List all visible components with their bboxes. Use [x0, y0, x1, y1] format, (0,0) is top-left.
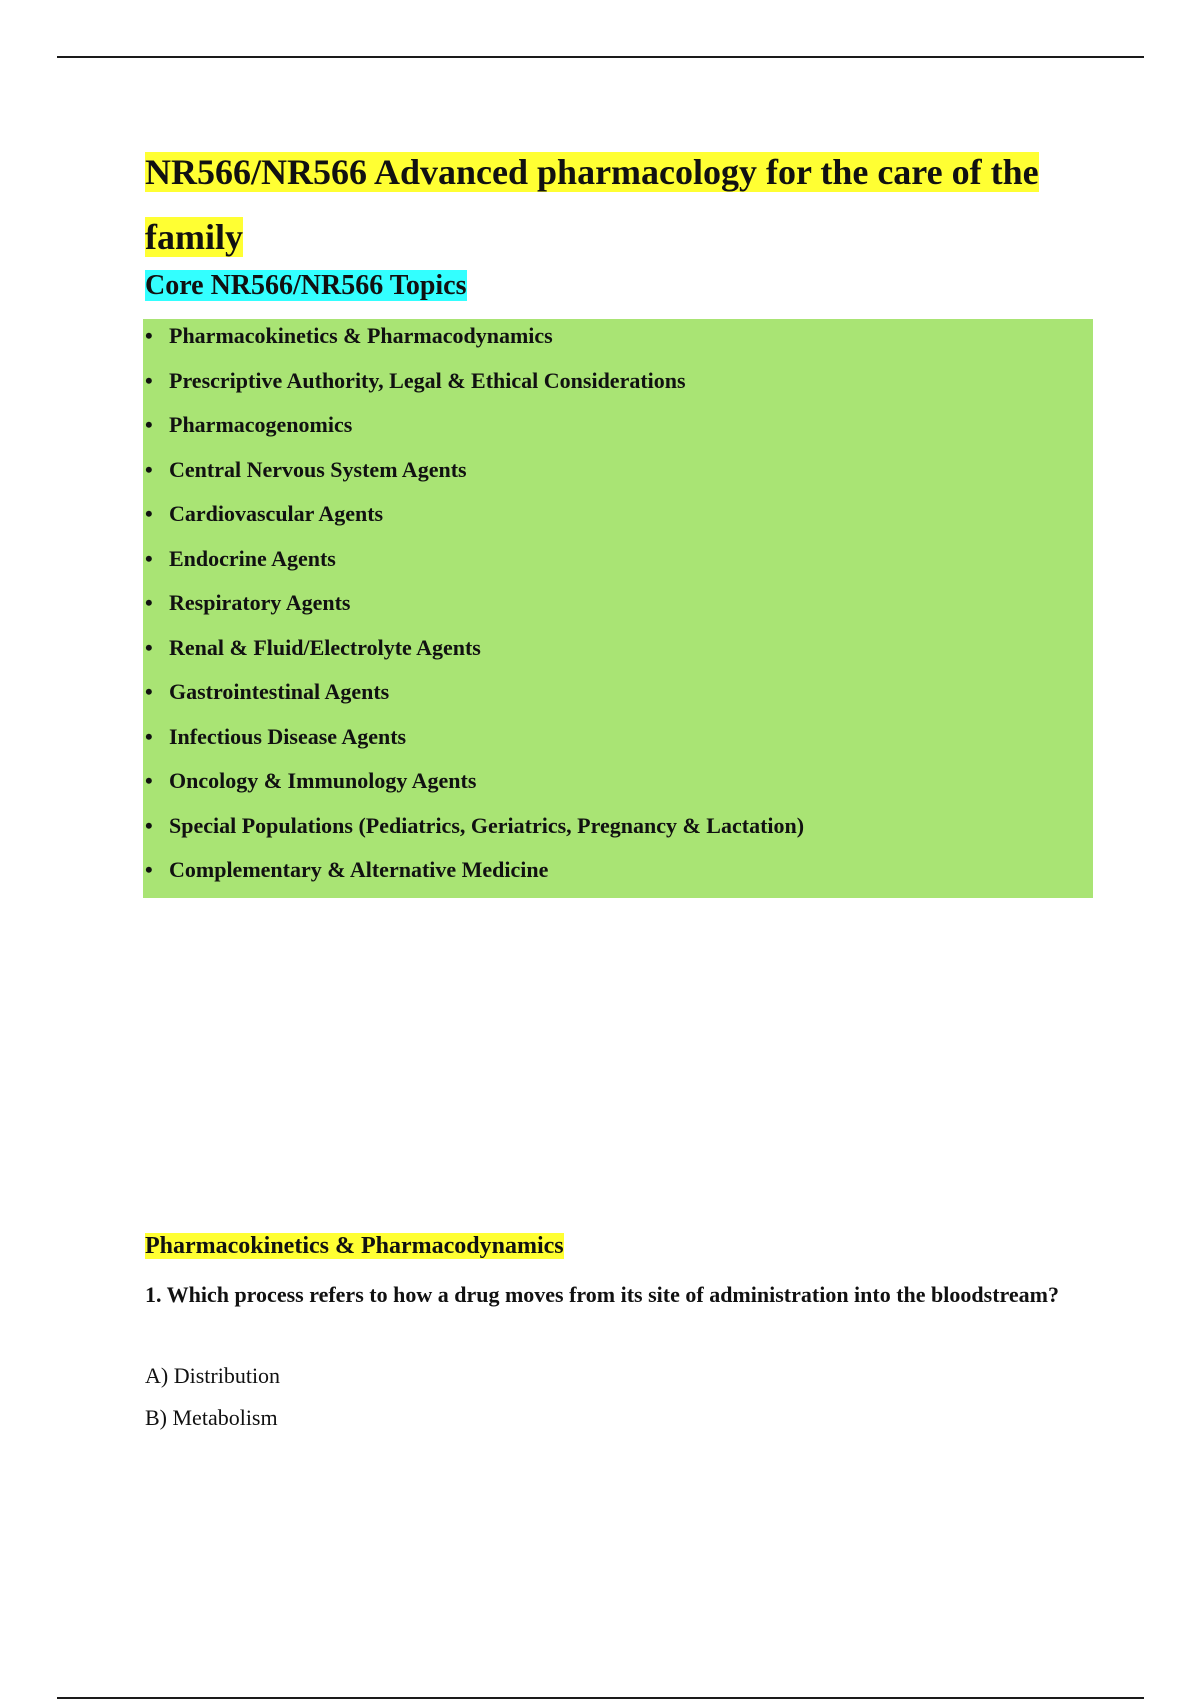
topics-list: [143, 319, 1093, 898]
topics-subheading: [145, 268, 467, 304]
topic-item: • Central Nervous System Agents: [143, 453, 1093, 498]
topics-subheading-text: Core NR566/NR566 Topics: [145, 270, 467, 301]
question-1: 1. Which process refers to how a drug moves from its site of administration into the bloodstream?: [145, 1282, 1059, 1307]
top-rule: [57, 56, 1144, 58]
topic-item: • Renal & Fluid/Electrolyte Agents: [143, 631, 1093, 676]
bottom-rule: [57, 1697, 1144, 1699]
document-title: [145, 140, 1105, 270]
topic-item: • Cardiovascular Agents: [143, 497, 1093, 542]
topic-item: • Endocrine Agents: [143, 542, 1093, 587]
section-heading-text: Pharmacokinetics & Pharmacodynamics: [145, 1233, 564, 1259]
topic-item: • Respiratory Agents: [143, 586, 1093, 631]
answer-option-b: B) Metabolism: [145, 1405, 278, 1430]
topic-item: • Prescriptive Authority, Legal & Ethical Considerations: [143, 364, 1093, 409]
topic-item: • Oncology & Immunology Agents: [143, 764, 1093, 809]
topic-item: • Pharmacogenomics: [143, 408, 1093, 453]
topic-item: • Special Populations (Pediatrics, Geriatrics, Pregnancy & Lactation): [143, 809, 1093, 854]
topic-item: • Gastrointestinal Agents: [143, 675, 1093, 720]
answer-option-a: A) Distribution: [145, 1363, 281, 1388]
topic-item: • Complementary & Alternative Medicine: [143, 853, 1093, 898]
topic-item: • Pharmacokinetics & Pharmacodynamics: [143, 319, 1093, 364]
section-heading: [145, 1230, 564, 1262]
topic-item: • Infectious Disease Agents: [143, 720, 1093, 765]
document-title-text: NR566/NR566 Advanced pharmacology for the care of the family: [145, 152, 1039, 257]
